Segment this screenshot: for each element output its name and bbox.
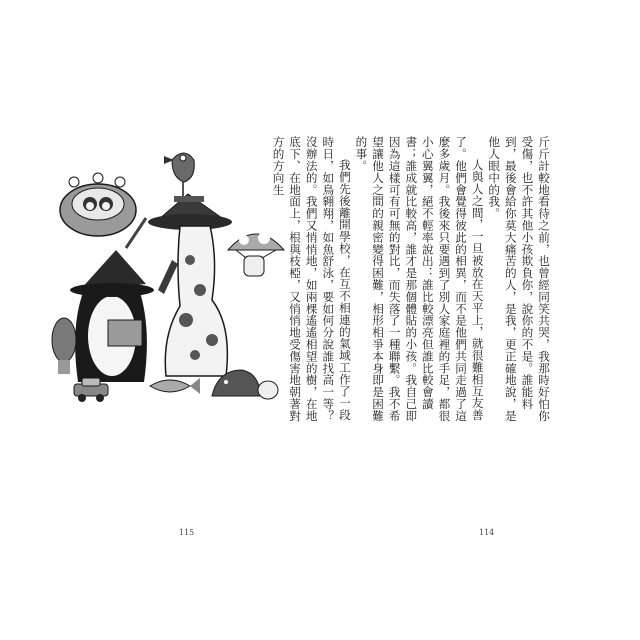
- penguin-icon: [70, 218, 154, 382]
- body-text: [270, 136, 552, 432]
- left-page-number: 115: [179, 528, 195, 537]
- paragraph-3: 我們先後離開學校，在互不相連的氣域工作了一段時日，如鳥翱翔，如魚舒泳，要如何分說誰找高一等？沒辦法的。我們又悄悄地，如兩棵遙遙相望的樹，在地底下、在地面上，根與枝椏，又悄悄地受傷害地朝著對方的方向生: [271, 136, 352, 422]
- fish-icon: [150, 378, 200, 394]
- ufo-icon: [60, 173, 136, 236]
- right-page-number: 114: [479, 528, 495, 537]
- bird-icon: [164, 153, 194, 196]
- cactus-icon: [52, 318, 76, 374]
- paragraph-1: 斤斤計較地看待之前，也曾經同笑共哭，我那時好怕你受傷，也不許其他小孩欺負你，說你的不是。誰能料到，最後會給你莫大痛苦的人，是我，更正確地說，是他人眼中的我。: [487, 136, 551, 422]
- giraffe-icon: [158, 226, 227, 376]
- paragraph-2: 人與人之間，一旦被放在天平上，就很難相互友善了。他們會覺得彼此的相異，而不是他們共同走過了這麼多歲月。我後來只要遇到了別人家庭裡的手足，都很小心翼翼，絕不輕率說出：誰比較漂亮但誰比較會讀書；誰成就比較高，誰才是那個體貼的小孩。我自己即因為這樣可有可無的對比，而失落了一種聯繫。我不希望讓他人之間的親密變得困難，相形相爭本身即是困難的事。: [354, 136, 485, 422]
- wizard-hat-icon: [148, 194, 232, 230]
- illustration: [40, 140, 290, 410]
